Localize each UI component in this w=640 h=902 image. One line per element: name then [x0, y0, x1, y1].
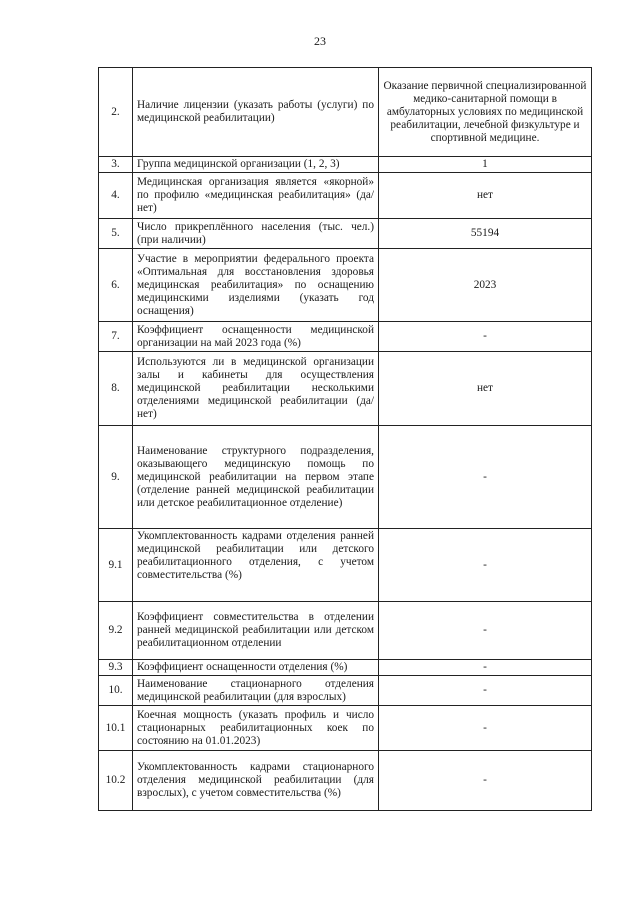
row-value: 55194	[379, 219, 592, 249]
info-table	[98, 67, 592, 811]
table-row	[99, 529, 592, 602]
table-row	[99, 219, 592, 249]
row-label: Используются ли в медицинской организации залы и кабинеты для осуществления медицинской реабилитации несколькими отделениями медицинской реабилитации (да/нет)	[133, 352, 379, 426]
row-number: 9.3	[99, 660, 133, 676]
row-value: -	[379, 322, 592, 352]
row-number: 10.2	[99, 751, 133, 811]
table-row	[99, 602, 592, 660]
row-number: 10.	[99, 676, 133, 706]
row-label: Медицинская организация является «якорной» по профилю «медицинская реабилитация» (да/нет)	[133, 173, 379, 219]
row-label: Число прикреплённого населения (тыс. чел.) (при наличии)	[133, 219, 379, 249]
row-value: -	[379, 602, 592, 660]
table-row	[99, 157, 592, 173]
table-row	[99, 249, 592, 322]
row-value: Оказание первичной специализированной медико-санитарной помощи в амбулаторных условиях по медицинской реабилитации, лечебной физкультуре и спортивной медицине.	[379, 68, 592, 157]
row-number: 3.	[99, 157, 133, 173]
row-label: Коечная мощность (указать профиль и число стационарных реабилитационных коек по состоянию на 01.01.2023)	[133, 706, 379, 751]
table-row	[99, 173, 592, 219]
table-row	[99, 426, 592, 529]
table-row	[99, 676, 592, 706]
row-label: Наименование стационарного отделения медицинской реабилитации (для взрослых)	[133, 676, 379, 706]
row-label: Наличие лицензии (указать работы (услуги) по медицинской реабилитации)	[133, 68, 379, 157]
row-value: нет	[379, 173, 592, 219]
row-value: 1	[379, 157, 592, 173]
row-label: Укомплектованность кадрами стационарного отделения медицинской реабилитации (для взрослых), с учетом совместительства (%)	[133, 751, 379, 811]
row-label: Коэффициент оснащенности отделения (%)	[133, 660, 379, 676]
row-number: 9.2	[99, 602, 133, 660]
row-number: 5.	[99, 219, 133, 249]
row-number: 9.	[99, 426, 133, 529]
row-number: 2.	[99, 68, 133, 157]
row-value: -	[379, 751, 592, 811]
row-number: 9.1	[99, 529, 133, 602]
row-number: 6.	[99, 249, 133, 322]
table-row	[99, 352, 592, 426]
row-value: -	[379, 676, 592, 706]
row-label: Участие в мероприятии федерального проекта «Оптимальная для восстановления здоровья медицинская реабилитация» по оснащению медицинскими изделиями (указать год оснащения)	[133, 249, 379, 322]
row-number: 7.	[99, 322, 133, 352]
row-value: нет	[379, 352, 592, 426]
row-label: Группа медицинской организации (1, 2, 3)	[133, 157, 379, 173]
table-row	[99, 751, 592, 811]
row-value: 2023	[379, 249, 592, 322]
row-value: -	[379, 426, 592, 529]
row-label: Коэффициент совместительства в отделении ранней медицинской реабилитации или детском реабилитационном отделении	[133, 602, 379, 660]
table-row	[99, 660, 592, 676]
table-row	[99, 68, 592, 157]
row-number: 4.	[99, 173, 133, 219]
row-value: -	[379, 529, 592, 602]
row-value: -	[379, 660, 592, 676]
row-value: -	[379, 706, 592, 751]
row-number: 8.	[99, 352, 133, 426]
row-number: 10.1	[99, 706, 133, 751]
row-label: Укомплектованность кадрами отделения ранней медицинской реабилитации или детского реабилитационного отделения, с учетом совместительства (%)	[133, 529, 379, 602]
table-row	[99, 706, 592, 751]
page-number: 23	[314, 34, 326, 48]
row-label: Наименование структурного подразделения, оказывающего медицинскую помощь по медицинской реабилитации на первом этапе (отделение ранней медицинской реабилитации или детское реабилитационное отделение)	[133, 426, 379, 529]
row-label: Коэффициент оснащенности медицинской организации на май 2023 года (%)	[133, 322, 379, 352]
table-row	[99, 322, 592, 352]
